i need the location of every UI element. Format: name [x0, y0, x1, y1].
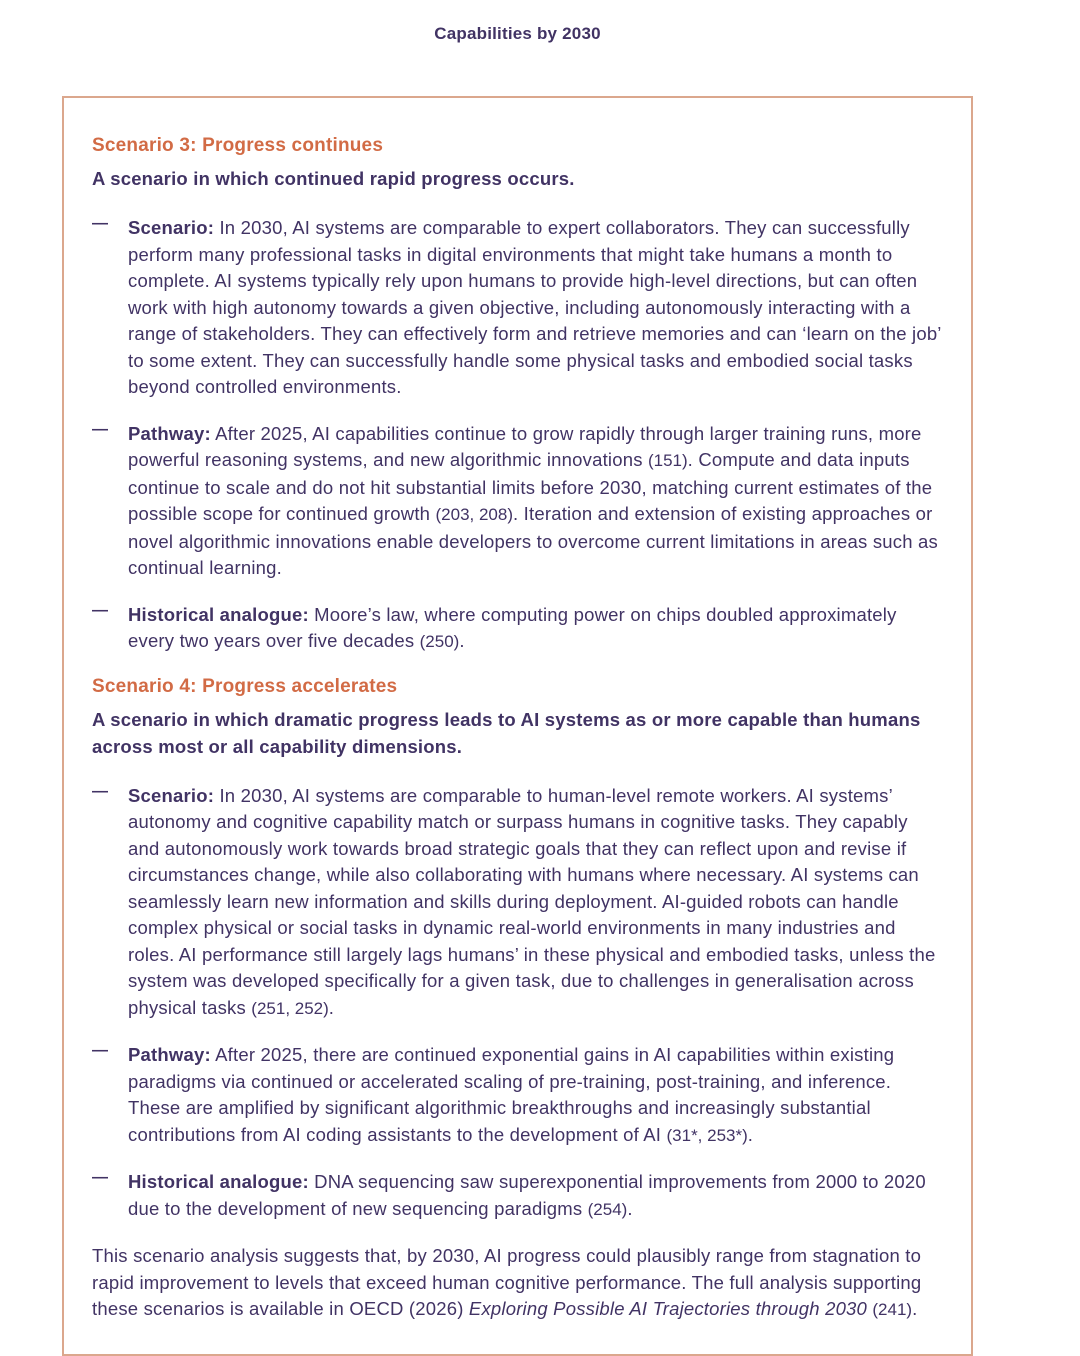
reference-citation: (250)	[419, 632, 460, 651]
text-segment: .	[747, 1123, 754, 1145]
reference-citation: (241)	[872, 1300, 913, 1319]
reference-citation: (151)	[647, 451, 688, 470]
text-segment: DNA sequencing saw superexponential improvements from 2000 to 2020 due to the development of new sequencing paradigms	[128, 1171, 926, 1219]
bullet-historical-analogue	[92, 602, 943, 656]
scenario-4-heading: Scenario 4: Progress accelerates	[92, 675, 398, 697]
section-scenario-4	[92, 676, 943, 1224]
bullet-text	[128, 421, 943, 582]
dash-bullet-marker: —	[92, 601, 108, 619]
text-segment: .	[459, 630, 465, 651]
reference-citation: (31*, 253*)	[666, 1125, 748, 1145]
reference-citation: (203, 208)	[435, 505, 513, 524]
reference-citation: (254)	[587, 1199, 628, 1219]
bullet-label: Historical analogue:	[128, 603, 309, 625]
text-segment: After 2025, there are continued exponential gains in AI capabilities within existing paradigms via continued or accelerated scaling of pre-training, post-training, and inference. These are amplified by significant algorithmic breakthroughs and increasingly substantial contributions from AI coding assistants to the development of AI	[128, 1044, 895, 1145]
text-segment: .	[627, 1197, 633, 1219]
bullet-body	[128, 423, 938, 579]
bullet-body	[128, 1044, 894, 1145]
bullet-text	[128, 1042, 943, 1149]
dash-bullet-marker: —	[92, 1042, 108, 1059]
bullet-pathway	[92, 421, 943, 582]
text-segment: Moore’s law, where computing power on chips doubled approximately every two years over five decades	[128, 603, 897, 651]
scenario-3-subtitle: A scenario in which continued rapid progress occurs.	[92, 168, 575, 189]
text-segment: . Iteration and extension of existing approaches or novel algorithmic innovations enable developers to overcome current limitations in areas such as continual learning.	[128, 503, 938, 578]
bullet-label: Pathway:	[128, 1044, 211, 1065]
bullet-body	[128, 785, 935, 1018]
text-segment: After 2025, AI capabilities continue to grow rapidly through larger training runs, more powerful reasoning systems, and new algorithmic innovations	[128, 422, 922, 470]
dash-bullet-marker: —	[92, 782, 108, 800]
bullet-text	[128, 215, 943, 401]
text-segment: .	[912, 1298, 918, 1319]
page-title: Capabilities by 2030	[434, 24, 601, 43]
bullet-scenario	[92, 783, 943, 1023]
bullet-pathway	[92, 1042, 943, 1149]
dash-bullet-marker: —	[92, 215, 108, 232]
text-segment: . Compute and data inputs continue to scale and do not hit substantial limits before 2030, matching current estimates of the possible scope for continued growth	[128, 449, 933, 524]
closing-paragraph	[92, 1243, 943, 1324]
bullet-body	[128, 217, 941, 397]
section-scenario-3	[92, 135, 943, 656]
italic-title: Exploring Possible AI Trajectories through 2030	[468, 1298, 868, 1319]
text-segment: .	[328, 996, 335, 1018]
bullet-text	[128, 602, 943, 656]
bullet-label: Historical analogue:	[128, 1171, 309, 1192]
reference-citation: (251, 252)	[251, 998, 329, 1018]
scenario-box	[62, 96, 973, 1356]
scenario-3-heading: Scenario 3: Progress continues	[92, 135, 384, 156]
text-segment: In 2030, AI systems are comparable to human-level remote workers. AI systems’ autonomy and cognitive capability match or surpass humans in cognitive tasks. They capably and autonomously work towards broad strategic goals that they can reflect upon and revise if circumstances change, while also collaborating with humans where necessary. AI systems can seamlessly learn new information and skills during deployment. AI-guided robots can handle complex physical or social tasks in dynamic real-world environments in many industries and roles. AI performance still largely lags humans’ in these physical and embodied tasks, unless the system was developed specifically for a given task, due to challenges in generalisation across physical tasks	[128, 784, 936, 1018]
bullet-label: Pathway:	[128, 422, 211, 444]
bullet-scenario	[92, 215, 943, 401]
scenario-4-subtitle: A scenario in which dramatic progress leads to AI systems as or more capable than humans across most or all capability dimensions.	[92, 708, 921, 757]
bullet-text	[128, 783, 943, 1023]
text-segment: This scenario analysis suggests that, by 2030, AI progress could plausibly range from stagnation to rapid improvement to levels that exceed human cognitive performance. The full analysis supporting these scenarios is available in OECD (2026)	[92, 1245, 922, 1319]
text-segment: In 2030, AI systems are comparable to expert collaborators. They can successfully perform many professional tasks in digital environments that might take humans a month to complete. AI systems typically rely upon humans to provide high-level directions, but can often work with high autonomy towards a given objective, including autonomously interacting with a range of stakeholders. They can effectively form and retrieve memories and can ‘learn on the job’ to some extent. They can successfully handle some physical tasks and embodied social tasks beyond controlled environments.	[128, 217, 941, 397]
bullet-label: Scenario:	[128, 217, 215, 238]
bullet-text	[128, 1169, 943, 1223]
dash-bullet-marker: —	[92, 420, 108, 438]
bullet-label: Scenario:	[128, 784, 215, 806]
bullet-historical-analogue	[92, 1169, 943, 1223]
dash-bullet-marker: —	[92, 1169, 108, 1186]
